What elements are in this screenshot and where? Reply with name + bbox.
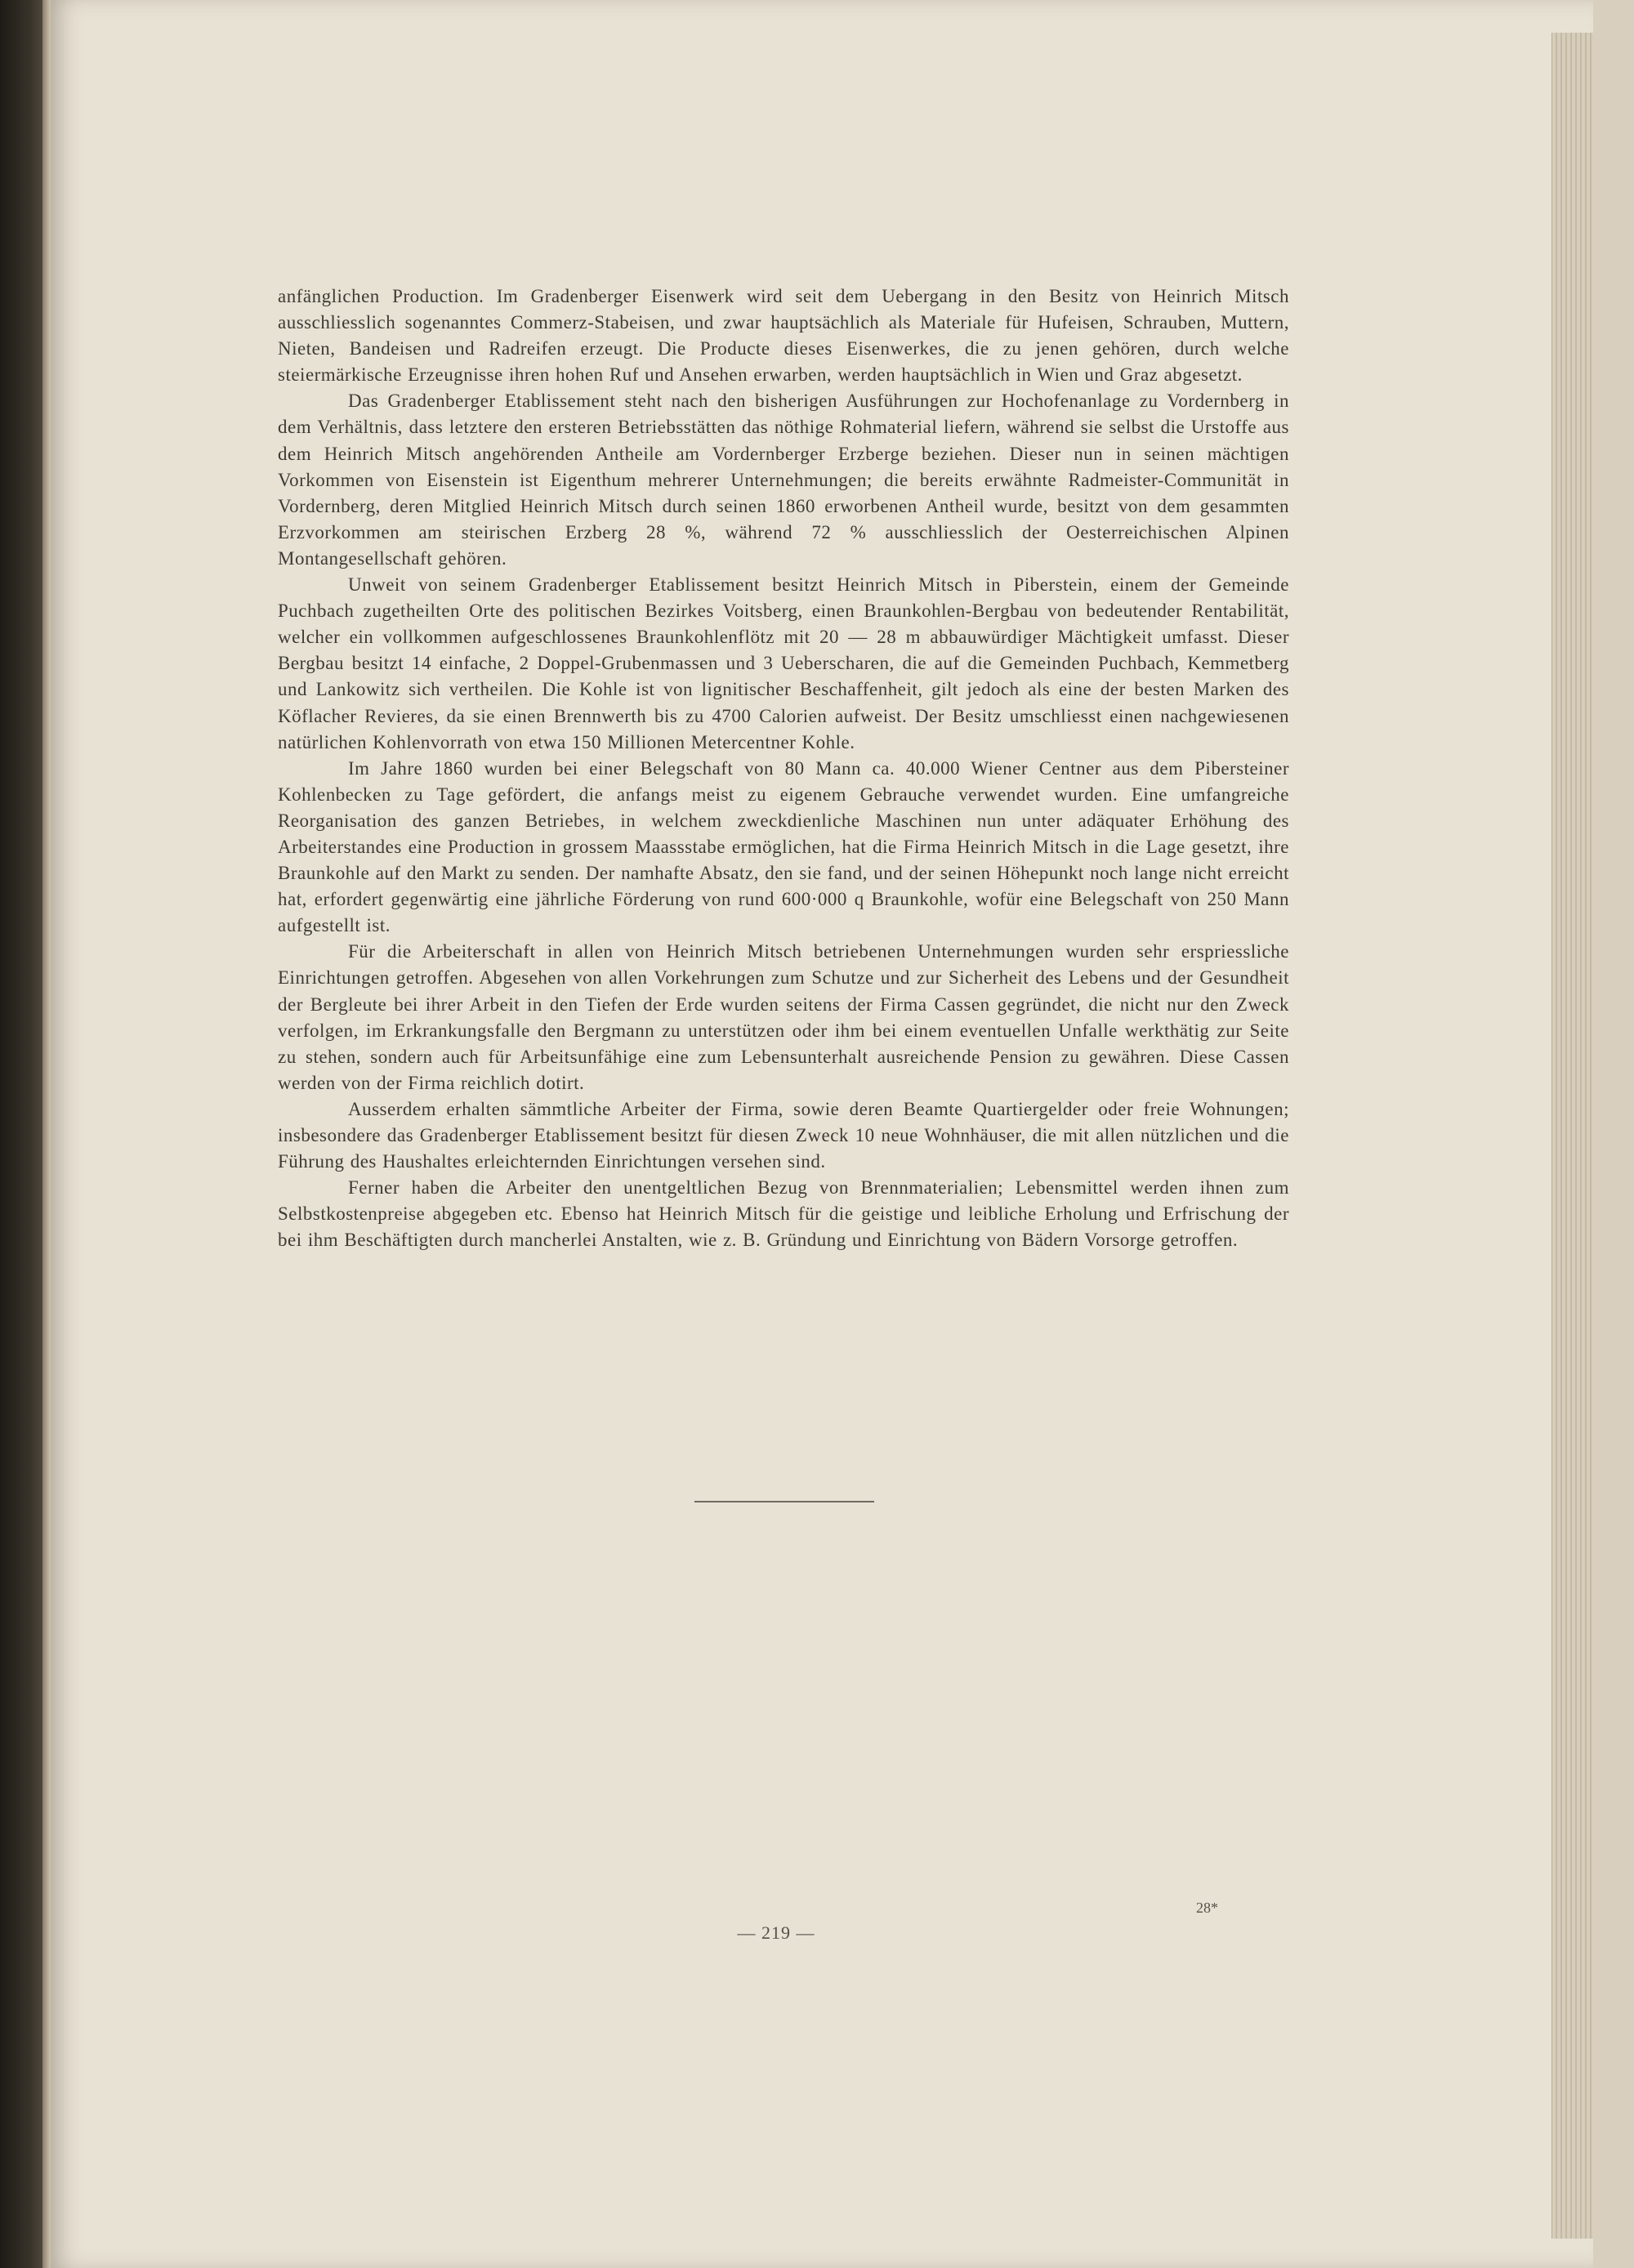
page-number: — 219 — <box>737 1922 815 1943</box>
paragraph: Ferner haben die Arbeiter den unentgeltlichen Bezug von Brennmaterialien; Lebensmittel werden ihnen zum Selbstkostenpreise abgegeben etc. Ebenso hat Heinrich Mitsch für die geistige und leibliche Erholung und Erfrischung der bei ihm Beschäftigten durch mancherlei Anstalten, wie z. B. Gründung und Einrichtung von Bädern Vorsorge getroffen. <box>278 1177 1289 1251</box>
section-divider <box>694 1501 874 1502</box>
paragraph: Für die Arbeiterschaft in allen von Heinrich Mitsch betriebenen Unternehmungen wurden sehr erspriessliche Einrichtungen getroffen. Abgesehen von allen Vorkehrungen zum Schutze und zur Sicherheit des Lebens und der Gesundheit der Bergleute bei ihrer Arbeit in den Tiefen der Erde wurden seitens der Firma Cassen gegründet, die nicht nur den Zweck verfolgen, im Erkrankungsfalle den Bergmann zu unterstützen oder ihm bei einem eventuellen Unfalle werkthätig zur Seite zu stehen, sondern auch für Arbeitsunfähige eine zum Lebensunterhalt ausreichende Pension zu gewähren. Diese Cassen werden von der Firma reichlich dotirt. <box>278 941 1289 1093</box>
body-text <box>278 284 1289 1253</box>
paragraph: Im Jahre 1860 wurden bei einer Belegschaft von 80 Mann ca. 40.000 Wiener Centner aus dem Pibersteiner Kohlenbecken zu Tage gefördert, die anfangs meist zu eigenem Gebrauche verwendet wurden. Eine umfangreiche Reorganisation des ganzen Betriebes, in welchem zweckdienliche Maschinen nun unter adäquater Erhöhung des Arbeiterstandes eine Production in grossem Maassstabe ermöglichen, hat die Firma Heinrich Mitsch in die Lage gesetzt, ihre Braunkohle auf den Markt zu senden. Der namhafte Absatz, den sie fand, und der seinen Höhepunkt noch lange nicht erreicht hat, erfordert gegenwärtig eine jährliche Förderung von rund 600·000 q Braunkohle, wofür eine Belegschaft von 250 Mann aufgestellt ist. <box>278 757 1289 936</box>
paragraph: Ausserdem erhalten sämmtliche Arbeiter der Firma, sowie deren Beamte Quartiergelder oder freie Wohnungen; insbesondere das Gradenberger Etablissement besitzt für diesen Zweck 10 neue Wohnhäuser, die mit allen nützlichen und die Führung des Haushaltes erleichternden Einrichtungen versehen sind. <box>278 1098 1289 1172</box>
page-edges <box>1551 33 1593 2239</box>
paragraph: Das Gradenberger Etablissement steht nach den bisherigen Ausführungen zur Hochofenanlage zu Vordernberg in dem Verhältnis, dass letztere den ersteren Betriebsstätten das nöthige Rohmaterial liefern, während sie selbst die Urstoffe aus dem Heinrich Mitsch angehörenden Antheile am Vordernberger Erzberge beziehen. Dieser nun in seinen mächtigen Vorkommen von Eisenstein ist Eigenthum mehrerer Unternehmungen; die bereits erwähnte Radmeister-Communität in Vordernberg, deren Mitglied Heinrich Mitsch durch seinen 1860 erworbenen Antheil wurde, besitzt von dem gesammten Erzvorkommen am steirischen Erzberg 28 %, während 72 % ausschliesslich der Oesterreichischen Alpinen Montangesellschaft gehören. <box>278 391 1289 569</box>
paragraph: anfänglichen Production. Im Gradenberger Eisenwerk wird seit dem Uebergang in den Besitz von Heinrich Mitsch ausschliesslich sogenanntes Commerz-Stabeisen, und zwar hauptsächlich als Materiale für Hufeisen, Schrauben, Muttern, Nieten, Bandeisen und Radreifen erzeugt. Die Producte dieses Eisenwerkes, die zu jenen gehören, durch welche steiermärkische Erzeugnisse ihren hohen Ruf und Ansehen erwarben, werden hauptsächlich in Wien und Graz abgesetzt. <box>278 286 1289 386</box>
paragraph: Unweit von seinem Gradenberger Etablissement besitzt Heinrich Mitsch in Piberstein, einem der Gemeinde Puchbach zugetheilten Orte des politischen Bezirkes Voitsberg, einen Braunkohlen-Bergbau von bedeutender Rentabilität, welcher ein vollkommen aufgeschlossenes Braunkohlenflötz mit 20 — 28 m abbauwürdiger Mächtigkeit umfasst. Dieser Bergbau besitzt 14 einfache, 2 Doppel-Grubenmassen und 3 Ueberscharen, die auf die Gemeinden Puchbach, Kemmetberg und Lankowitz sich vertheilen. Die Kohle ist von lignitischer Beschaffenheit, gilt jedoch als eine der besten Marken des Köflacher Revieres, da sie einen Brennwerth bis zu 4700 Calorien aufweist. Der Besitz umschliesst einen nachgewiesenen natürlichen Kohlenvorrath von etwa 150 Millionen Metercentner Kohle. <box>278 574 1289 752</box>
binding-edge <box>42 0 51 2268</box>
signature-mark: 28* <box>1196 1900 1218 1916</box>
